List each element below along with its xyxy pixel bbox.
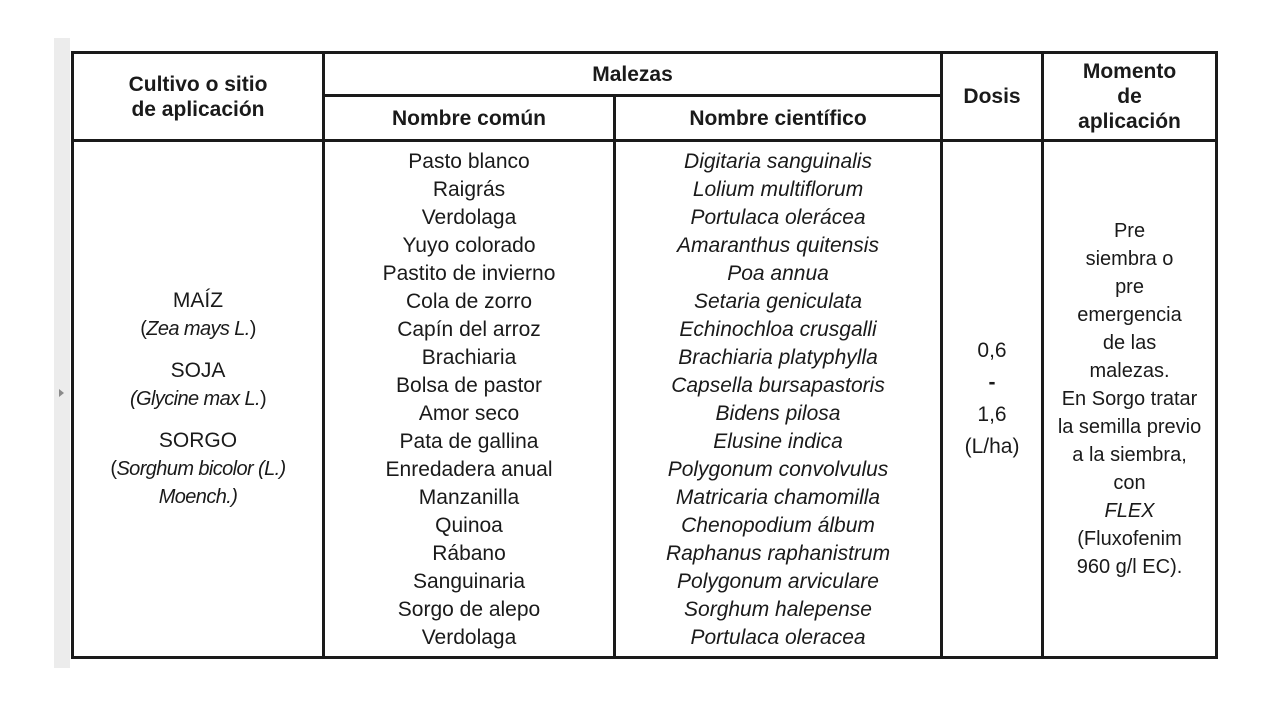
crop-name: SOJA	[170, 359, 226, 382]
weed-common-name: Rábano	[432, 542, 506, 565]
weed-scientific-name: Elusine indica	[713, 430, 843, 453]
weed-common-name: Brachiaria	[421, 346, 517, 369]
moment-product-detail: 960 g/l EC).	[1076, 556, 1183, 578]
scientific-name-list	[616, 142, 940, 652]
header-weeds: Malezas	[324, 53, 942, 96]
moment-line: Pre	[1113, 220, 1146, 242]
weed-scientific-name: Capsella bursapastoris	[671, 374, 885, 397]
weed-scientific-name: Echinochloa crusgalli	[679, 318, 877, 341]
crop-soja	[74, 357, 322, 413]
weed-common-name: Enredadera anual	[385, 458, 553, 481]
weed-common-name: Manzanilla	[418, 486, 520, 509]
common-names-cell	[324, 141, 615, 658]
paren-close: )	[259, 388, 266, 410]
common-name-list	[325, 142, 613, 652]
moment-cell	[1043, 141, 1217, 658]
weed-scientific-name: Poa annua	[727, 262, 829, 285]
moment-line: pre	[1115, 276, 1144, 298]
crop-sci-text: Zea mays L.	[146, 318, 250, 340]
weed-scientific-name: Bidens pilosa	[715, 402, 841, 425]
weed-common-name: Sanguinaria	[412, 570, 526, 593]
weed-scientific-name: Portulaca olerácea	[690, 206, 866, 229]
weed-common-name: Pastito de invierno	[382, 262, 556, 285]
paren-open: (	[110, 458, 117, 480]
dose-max: 1,6	[977, 403, 1007, 426]
weed-common-name: Pata de gallina	[399, 430, 539, 453]
dose-unit: (L/ha)	[964, 435, 1020, 458]
weed-common-name: Sorgo de alepo	[397, 598, 541, 621]
moment-line: emergencia	[1077, 304, 1182, 326]
weed-scientific-name: Raphanus raphanistrum	[665, 542, 891, 565]
moment-line: siembra o	[1085, 248, 1174, 270]
weed-common-name: Pasto blanco	[408, 150, 530, 173]
scientific-names-cell	[615, 141, 942, 658]
header-common-name: Nombre común	[324, 96, 615, 141]
moment-line: En Sorgo tratar	[1061, 388, 1198, 410]
moment-product-detail: (Fluxofenim	[1077, 528, 1182, 550]
weed-common-name: Raigrás	[432, 178, 506, 201]
weed-common-name: Yuyo colorado	[402, 234, 536, 257]
weed-common-name: Amor seco	[418, 402, 520, 425]
header-scientific-name: Nombre científico	[615, 96, 942, 141]
crop-sorgo	[74, 427, 322, 511]
crop-name: SORGO	[158, 429, 238, 452]
dose-min: 0,6	[977, 339, 1007, 362]
weed-scientific-name: Digitaria sanguinalis	[684, 150, 872, 173]
crop-scientific-name	[74, 385, 322, 413]
header-crop-line: de aplicación	[131, 97, 265, 121]
crop-cell	[73, 141, 324, 658]
moment-text	[1044, 217, 1215, 497]
header-crop-line: Cultivo o sitio	[128, 72, 268, 96]
crop-scientific-name	[74, 315, 322, 343]
moment-line: malezas.	[1089, 360, 1170, 382]
dose-separator: -	[988, 371, 996, 394]
paren-open: (	[140, 318, 147, 340]
weed-common-name: Verdolaga	[421, 206, 517, 229]
crop-scientific-name-cont: Moench.)	[158, 486, 238, 508]
weed-scientific-name: Lolium multiflorum	[692, 178, 864, 201]
weed-scientific-name: Portulaca oleracea	[690, 626, 866, 649]
crop-name: MAÍZ	[172, 289, 224, 312]
weed-scientific-name: Brachiaria platyphylla	[678, 346, 878, 369]
crop-maiz	[74, 287, 322, 343]
weed-scientific-name: Matricaria chamomilla	[675, 486, 881, 509]
crop-sci-text: (Glycine max L.	[130, 388, 260, 410]
weed-common-name: Cola de zorro	[405, 290, 533, 313]
header-dose: Dosis	[942, 53, 1043, 141]
caret-right-icon[interactable]	[59, 389, 64, 397]
header-moment-line: Momento	[1082, 60, 1177, 83]
header-crop	[73, 53, 324, 141]
moment-line: a la siembra,	[1072, 444, 1187, 466]
dose-cell	[942, 141, 1043, 658]
crop-scientific-name	[74, 455, 322, 483]
header-moment-line: de	[1117, 85, 1142, 108]
weed-common-name: Bolsa de pastor	[396, 374, 542, 397]
weed-common-name: Capín del arroz	[397, 318, 541, 341]
header-moment-line: aplicación	[1078, 110, 1181, 133]
header-moment	[1043, 53, 1217, 141]
moment-product: FLEX	[1104, 500, 1155, 522]
paren-close: )	[249, 318, 256, 340]
moment-line: la semilla previo	[1057, 416, 1202, 438]
herbicide-table	[71, 51, 1218, 659]
weed-common-name: Verdolaga	[421, 626, 517, 649]
weed-scientific-name: Polygonum convolvulus	[667, 458, 889, 481]
moment-line: de las	[1102, 332, 1157, 354]
weed-scientific-name: Polygonum arviculare	[677, 570, 879, 593]
weed-scientific-name: Setaria geniculata	[693, 290, 863, 313]
weed-scientific-name: Amaranthus quitensis	[677, 234, 879, 257]
weed-common-name: Quinoa	[435, 514, 503, 537]
moment-line: con	[1113, 472, 1146, 494]
crop-sci-text: Sorghum bicolor (L.)	[116, 458, 286, 480]
side-panel-strip[interactable]	[54, 38, 70, 668]
weed-scientific-name: Sorghum halepense	[684, 598, 872, 621]
weed-scientific-name: Chenopodium álbum	[681, 514, 875, 537]
